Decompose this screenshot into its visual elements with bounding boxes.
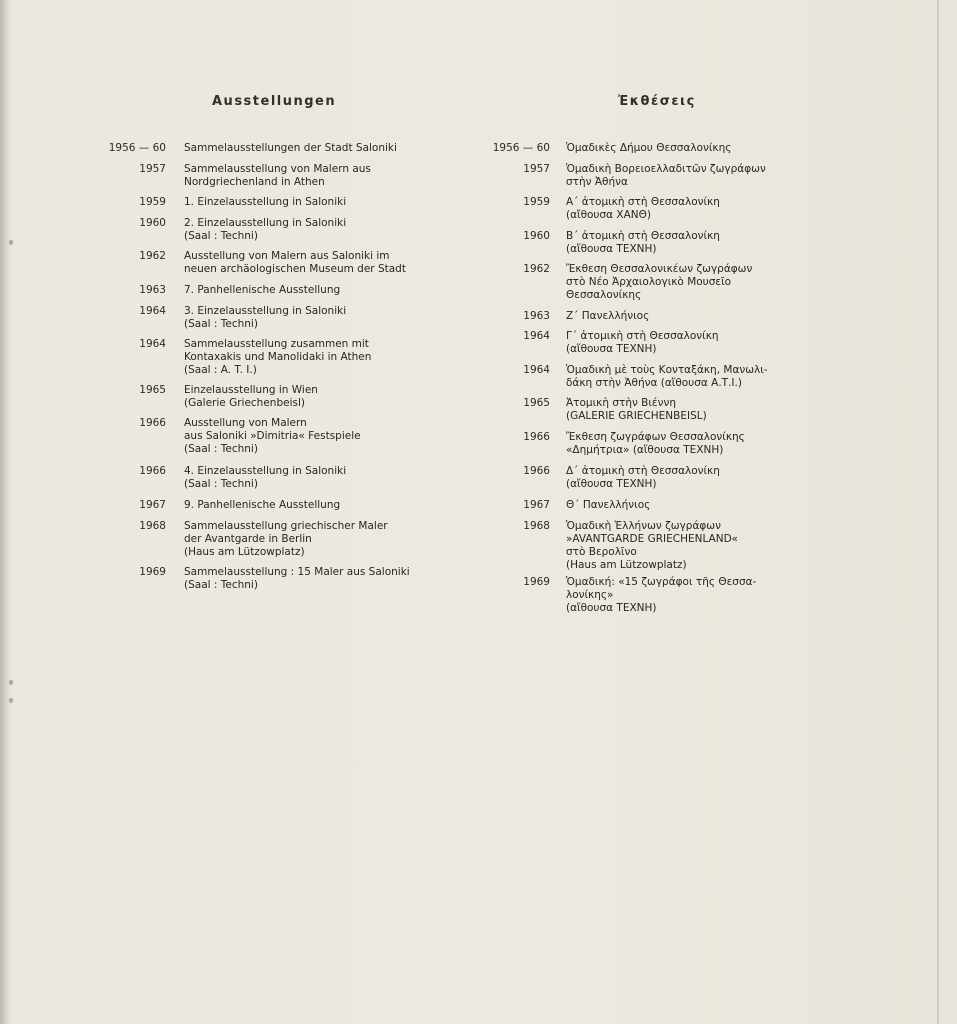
entry-text: Sammelausstellungen der Stadt Saloniki (184, 142, 397, 154)
entry-year: 1968 (139, 520, 166, 532)
entry-year: 1964 (523, 364, 550, 376)
entry-text: Ἔκθεση Θεσσαλονικέων ζωγράφων στὸ Νέο Ἀρχαιολογικὸ Μουσεῖο Θεσσαλονίκης (566, 263, 753, 301)
entry-year: 1966 (139, 417, 166, 429)
entry-year: 1966 (523, 465, 550, 477)
entry-year: 1967 (523, 499, 550, 511)
entry-text: Γ΄ ἀτομικὴ στὴ Θεσσαλονίκη (αἴθουσα ΤΕΧΝΗ) (566, 330, 719, 355)
entry-text: 9. Panhellenische Ausstellung (184, 499, 341, 511)
entry-year: 1959 (139, 196, 166, 208)
entry-text: 4. Einzelausstellung in Saloniki (Saal : Techni) (184, 465, 347, 490)
entry-year: 1960 (139, 217, 166, 229)
staple-hole (9, 240, 13, 245)
entry-text: Ἔκθεση ζωγράφων Θεσσαλονίκης «Δημήτρια» (αἴθουσα ΤΕΧΝΗ) (566, 431, 745, 456)
entry-text: Δ΄ ἀτομικὴ στὴ Θεσσαλονίκη (αἴθουσα ΤΕΧΝΗ) (566, 465, 720, 490)
entry-year: 1956 — 60 (108, 142, 166, 154)
entry-year: 1963 (139, 284, 166, 296)
entry-year: 1960 (523, 230, 550, 242)
entry-text: 1. Einzelausstellung in Saloniki (184, 196, 347, 208)
entry-text: 7. Panhellenische Ausstellung (184, 284, 341, 296)
entry-text: Ausstellung von Malern aus Saloniki im neuen archäologischen Museum der Stadt (184, 250, 406, 275)
entry-text: Ζ΄ Πανελλήνιος (566, 310, 650, 322)
column-heading-german: Ausstellungen (212, 94, 337, 109)
entry-text: Einzelausstellung in Wien (Galerie Griechenbeisl) (184, 384, 318, 409)
entry-year: 1957 (139, 163, 166, 175)
entry-text: Ὁμαδικὴ Ἑλλήνων ζωγράφων »AVANTGARDE GRIECHENLAND« στὸ Βερολῖνο (Haus am Lützowplatz) (566, 520, 738, 571)
entry-year: 1959 (523, 196, 550, 208)
entry-text: Ὁμαδικὲς Δήμου Θεσσαλονίκης (566, 142, 732, 154)
entry-year: 1966 (523, 431, 550, 443)
entry-text: Β΄ ἀτομικὴ στὴ Θεσσαλονίκη (αἴθουσα ΤΕΧΝΗ) (566, 230, 720, 255)
entry-year: 1962 (523, 263, 550, 275)
entry-text: Sammelausstellung zusammen mit Kontaxakis und Manolidaki in Athen (Saal : A. T. I.) (184, 338, 372, 376)
entry-year: 1969 (139, 566, 166, 578)
entry-year: 1957 (523, 163, 550, 175)
entry-text: Α΄ ἀτομικὴ στὴ Θεσσαλονίκη (αἴθουσα ΧΑΝΘ) (566, 196, 720, 221)
entry-text: Θ΄ Πανελλήνιος (566, 499, 651, 511)
entry-year: 1967 (139, 499, 166, 511)
binding-shadow (0, 0, 10, 1024)
entry-year: 1969 (523, 576, 550, 588)
entry-text: Ὁμαδικὴ Βορειοελλαδιτῶν ζωγράφων στὴν Ἀθήνα (566, 163, 766, 188)
entry-year: 1964 (139, 338, 166, 350)
entry-year: 1966 (139, 465, 166, 477)
entry-year: 1963 (523, 310, 550, 322)
entry-text: 3. Einzelausstellung in Saloniki (Saal : Techni) (184, 305, 347, 330)
column-heading-greek: Ἐκθέσεις (618, 94, 696, 109)
entry-text: Ausstellung von Malern aus Saloniki »Dimitria« Festspiele (Saal : Techni) (184, 417, 361, 455)
entry-text: Ἀτομικὴ στὴν Βιέννη (GALERIE GRIECHENBEISL) (566, 397, 707, 422)
staple-hole (9, 680, 13, 685)
entry-year: 1968 (523, 520, 550, 532)
staple-hole (9, 698, 13, 703)
entry-year: 1964 (139, 305, 166, 317)
entry-text: 2. Einzelausstellung in Saloniki (Saal : Techni) (184, 217, 347, 242)
entry-year: 1965 (139, 384, 166, 396)
entry-text: Ὁμαδικὴ μὲ τοὺς Κονταξάκη, Μανωλι- δάκη στὴν Ἀθήνα (αἴθουσα Α.Τ.Ι.) (566, 364, 768, 389)
entry-text: Ὁμαδική: «15 ζωγράφοι τῆς Θεσσα- λονίκης» (αἴθουσα ΤΕΧΝΗ) (566, 576, 757, 614)
entry-text: Sammelausstellung von Malern aus Nordgriechenland in Athen (184, 163, 371, 188)
entry-text: Sammelausstellung : 15 Maler aus Saloniki (Saal : Techni) (184, 566, 410, 591)
page-fold (937, 0, 939, 1024)
entry-year: 1956 — 60 (492, 142, 550, 154)
entry-year: 1965 (523, 397, 550, 409)
entry-year: 1962 (139, 250, 166, 262)
entry-text: Sammelausstellung griechischer Maler der Avantgarde in Berlin (Haus am Lützowplatz) (184, 520, 388, 558)
entry-year: 1964 (523, 330, 550, 342)
